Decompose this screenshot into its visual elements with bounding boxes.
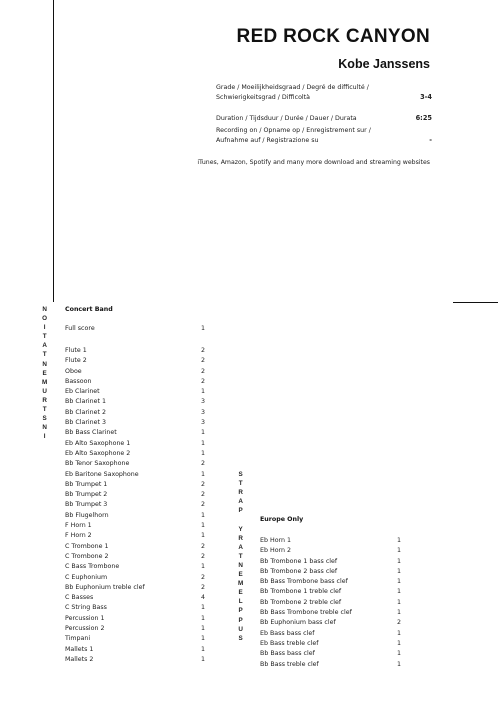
list-item [65, 573, 208, 583]
list-item [65, 490, 208, 500]
part-name: Bb Trumpet 3 [65, 501, 108, 509]
part-name: Bb Bass treble clef [260, 660, 319, 668]
supplementary-parts-list [260, 536, 405, 670]
vertical-rule [53, 0, 54, 302]
side-label-letter: O [42, 315, 48, 323]
part-name: Bb Trombone 1 treble clef [260, 588, 342, 596]
side-label-letter: N [42, 306, 47, 313]
side-label-letter: E [238, 589, 243, 597]
part-name: Bb Trombone 2 treble clef [260, 598, 342, 606]
list-item [65, 655, 208, 665]
side-label-letter: S [238, 634, 243, 642]
grade-info [216, 83, 432, 102]
list-item [65, 459, 208, 469]
list-item [260, 567, 405, 577]
part-name: Eb Alto Saxophone 2 [65, 449, 131, 457]
side-label-letter: U [42, 387, 47, 395]
part-quantity: 2 [201, 552, 206, 560]
part-quantity: 1 [397, 660, 402, 668]
part-quantity: 1 [201, 325, 206, 332]
list-item [65, 377, 208, 387]
part-quantity: 4 [201, 594, 206, 602]
list-item [65, 480, 208, 490]
part-name: Eb Bass treble clef [260, 639, 319, 647]
part-quantity: 1 [201, 470, 206, 478]
list-item [65, 439, 208, 449]
list-item [260, 598, 405, 608]
part-name: C Trombone 1 [65, 542, 109, 550]
part-name: Bb Flugelhorn [65, 511, 109, 519]
list-item [260, 546, 405, 556]
side-label-letter: N [42, 360, 47, 368]
part-name: Bb Tenor Saxophone [65, 460, 130, 468]
part-name: Bb Trumpet 1 [65, 480, 108, 488]
part-quantity: 1 [201, 388, 206, 396]
side-label-letter: M [238, 580, 244, 588]
part-quantity: 1 [201, 439, 206, 447]
grade-value: 3-4 [420, 92, 432, 101]
side-label-letter: A [238, 498, 243, 506]
list-item [65, 367, 208, 377]
side-label-letter: N [42, 424, 47, 432]
part-quantity: 2 [201, 573, 206, 581]
part-name: Full score [65, 325, 95, 332]
list-item [65, 511, 208, 521]
part-quantity: 2 [201, 542, 206, 550]
list-item [260, 649, 405, 659]
duration-info [216, 114, 432, 124]
composer-name: Kobe Janssens [338, 57, 430, 71]
streaming-platforms: iTunes, Amazon, Spotify and many more download and streaming websites [197, 159, 430, 166]
list-item [260, 557, 405, 567]
part-name: Bb Bass Clarinet [65, 429, 117, 437]
list-item [65, 418, 208, 428]
side-label-letter: N [238, 561, 243, 569]
part-name: Bb Bass Trombone treble clef [260, 609, 352, 617]
part-name: Eb Clarinet [65, 388, 100, 396]
part-name: Percussion 2 [65, 625, 105, 633]
duration-value: 6:25 [415, 114, 432, 122]
part-quantity: 1 [201, 645, 206, 653]
list-item [260, 629, 405, 639]
part-name: Bb Trombone 1 bass clef [260, 557, 338, 565]
part-name: Eb Horn 2 [260, 547, 292, 555]
part-quantity: 1 [397, 567, 402, 575]
side-label-letter: P [238, 507, 243, 515]
part-name: F Horn 1 [65, 522, 92, 530]
side-label-letter: Y [238, 525, 243, 533]
part-quantity: 1 [397, 598, 402, 606]
part-quantity: 2 [397, 619, 402, 627]
part-name: Bassoon [65, 377, 92, 385]
side-label-letter: R [238, 489, 243, 497]
side-label-letter: A [238, 543, 243, 551]
side-label-letter: R [238, 534, 243, 542]
part-quantity: 1 [201, 625, 206, 633]
part-quantity: 1 [201, 429, 206, 437]
part-name: Mallets 1 [65, 645, 94, 653]
part-name: Bb Trombone 2 bass clef [260, 567, 338, 575]
list-item [65, 542, 208, 552]
part-name: C Trombone 2 [65, 552, 109, 560]
list-item [65, 387, 208, 397]
part-name: Bb Clarinet 1 [65, 398, 107, 406]
part-name: Bb Bass Trombone bass clef [260, 578, 348, 586]
list-item [65, 634, 208, 644]
part-name: F Horn 2 [65, 532, 92, 540]
part-name: Timpani [65, 635, 91, 643]
part-name: Oboe [65, 367, 82, 375]
europe-only-heading: Europe Only [260, 516, 304, 523]
part-quantity: 3 [201, 398, 206, 406]
recording-label-line1: Recording on / Opname op / Enregistrement sur / [216, 127, 371, 134]
part-quantity: 1 [201, 563, 206, 571]
list-item [65, 531, 208, 541]
part-name: Eb Alto Saxophone 1 [65, 439, 131, 447]
part-quantity: 1 [397, 629, 402, 637]
recording-value: - [429, 135, 432, 144]
part-quantity: 2 [201, 377, 206, 385]
side-label-letter: S [42, 415, 47, 423]
list-item [65, 593, 208, 603]
part-quantity: 1 [201, 532, 206, 540]
part-name: C String Bass [65, 604, 107, 612]
list-item [260, 577, 405, 587]
recording-label-line2: Aufnahme auf / Registrazione su [216, 136, 319, 144]
part-quantity: 3 [201, 408, 206, 416]
part-quantity: 2 [201, 491, 206, 499]
part-quantity: 1 [201, 522, 206, 530]
part-quantity: 2 [201, 357, 206, 365]
side-label-letter: T [42, 406, 47, 414]
side-label-letter: T [42, 351, 47, 359]
part-name: Eb Bass bass clef [260, 629, 315, 637]
list-item [65, 624, 208, 634]
list-item [65, 356, 208, 366]
part-quantity: 1 [397, 578, 402, 586]
part-quantity: 1 [397, 537, 402, 544]
list-item [65, 552, 208, 562]
side-label-letter: R [42, 396, 47, 404]
side-label-letter: T [238, 480, 243, 488]
part-name: Percussion 1 [65, 614, 105, 622]
concert-band-parts-list [65, 346, 208, 665]
part-name: Bb Bass bass clef [260, 650, 315, 658]
side-label-letter: P [238, 616, 243, 624]
list-item [65, 500, 208, 510]
side-label-letter: A [42, 342, 47, 350]
side-label-letter: I [43, 324, 46, 332]
instrumentation-side-label [42, 305, 47, 441]
concert-band-heading: Concert Band [65, 306, 113, 313]
list-item [260, 660, 405, 670]
side-label-letter: S [238, 471, 243, 478]
side-label-letter: T [238, 552, 243, 560]
part-name: Eb Baritone Saxophone [65, 470, 139, 478]
list-item [65, 346, 208, 356]
list-item [65, 397, 208, 407]
grade-label-line1: Grade / Moeilijkheidsgraad / Degré de difficulté / [216, 84, 369, 91]
piece-title: RED ROCK CANYON [236, 26, 430, 47]
part-quantity: 1 [397, 547, 402, 555]
side-label-letter: I [43, 433, 46, 441]
list-item [260, 608, 405, 618]
list-item [65, 645, 208, 655]
part-quantity: 1 [201, 604, 206, 612]
full-score-list [65, 324, 208, 334]
part-name: Flute 1 [65, 347, 87, 354]
part-quantity: 1 [397, 609, 402, 617]
part-quantity: 2 [201, 583, 206, 591]
list-item [65, 428, 208, 438]
list-item [65, 470, 208, 480]
side-label-letter: P [238, 607, 243, 615]
part-quantity: 1 [201, 511, 206, 519]
part-quantity: 1 [201, 614, 206, 622]
part-quantity: 1 [397, 557, 402, 565]
side-label-letter [240, 515, 242, 524]
supplementary-parts-side-label [238, 470, 243, 643]
list-item [260, 587, 405, 597]
part-quantity: 2 [201, 347, 206, 354]
part-quantity: 1 [201, 655, 206, 663]
side-label-letter: E [238, 571, 243, 579]
part-name: Bb Euphonium treble clef [65, 583, 145, 591]
list-item [65, 583, 208, 593]
part-quantity: 3 [201, 419, 206, 427]
part-name: C Basses [65, 594, 94, 602]
part-name: Mallets 2 [65, 655, 94, 663]
part-name: Bb Euphonium bass clef [260, 619, 336, 627]
list-item [65, 603, 208, 613]
list-item [260, 639, 405, 649]
list-item [65, 562, 208, 572]
grade-label-line2: Schwierigkeitsgrad / Difficoltà [216, 93, 310, 101]
part-name: Eb Horn 1 [260, 537, 292, 544]
part-quantity: 2 [201, 367, 206, 375]
list-item [65, 449, 208, 459]
recording-info [216, 126, 432, 145]
part-name: Bb Clarinet 3 [65, 419, 107, 427]
side-label-letter: E [42, 369, 47, 377]
part-quantity: 1 [201, 449, 206, 457]
part-quantity: 2 [201, 501, 206, 509]
part-quantity: 1 [397, 588, 402, 596]
part-quantity: 1 [397, 639, 402, 647]
part-name: C Bass Trombone [65, 563, 120, 571]
duration-label: Duration / Tijdsduur / Durée / Dauer / Durata [216, 115, 357, 122]
full-score-row [65, 324, 208, 334]
horizontal-rule [453, 302, 498, 303]
part-quantity: 2 [201, 460, 206, 468]
part-quantity: 1 [201, 635, 206, 643]
part-quantity: 2 [201, 480, 206, 488]
side-label-letter: U [238, 625, 243, 633]
list-item [260, 536, 405, 546]
part-name: Bb Clarinet 2 [65, 408, 107, 416]
side-label-letter: T [42, 333, 47, 341]
side-label-letter: M [42, 378, 48, 386]
part-name: C Euphonium [65, 573, 108, 581]
part-quantity: 1 [397, 650, 402, 658]
list-item [260, 618, 405, 628]
part-name: Bb Trumpet 2 [65, 491, 108, 499]
side-label-letter: L [238, 598, 243, 606]
list-item [65, 521, 208, 531]
part-name: Flute 2 [65, 357, 87, 365]
list-item [65, 614, 208, 624]
list-item [65, 408, 208, 418]
